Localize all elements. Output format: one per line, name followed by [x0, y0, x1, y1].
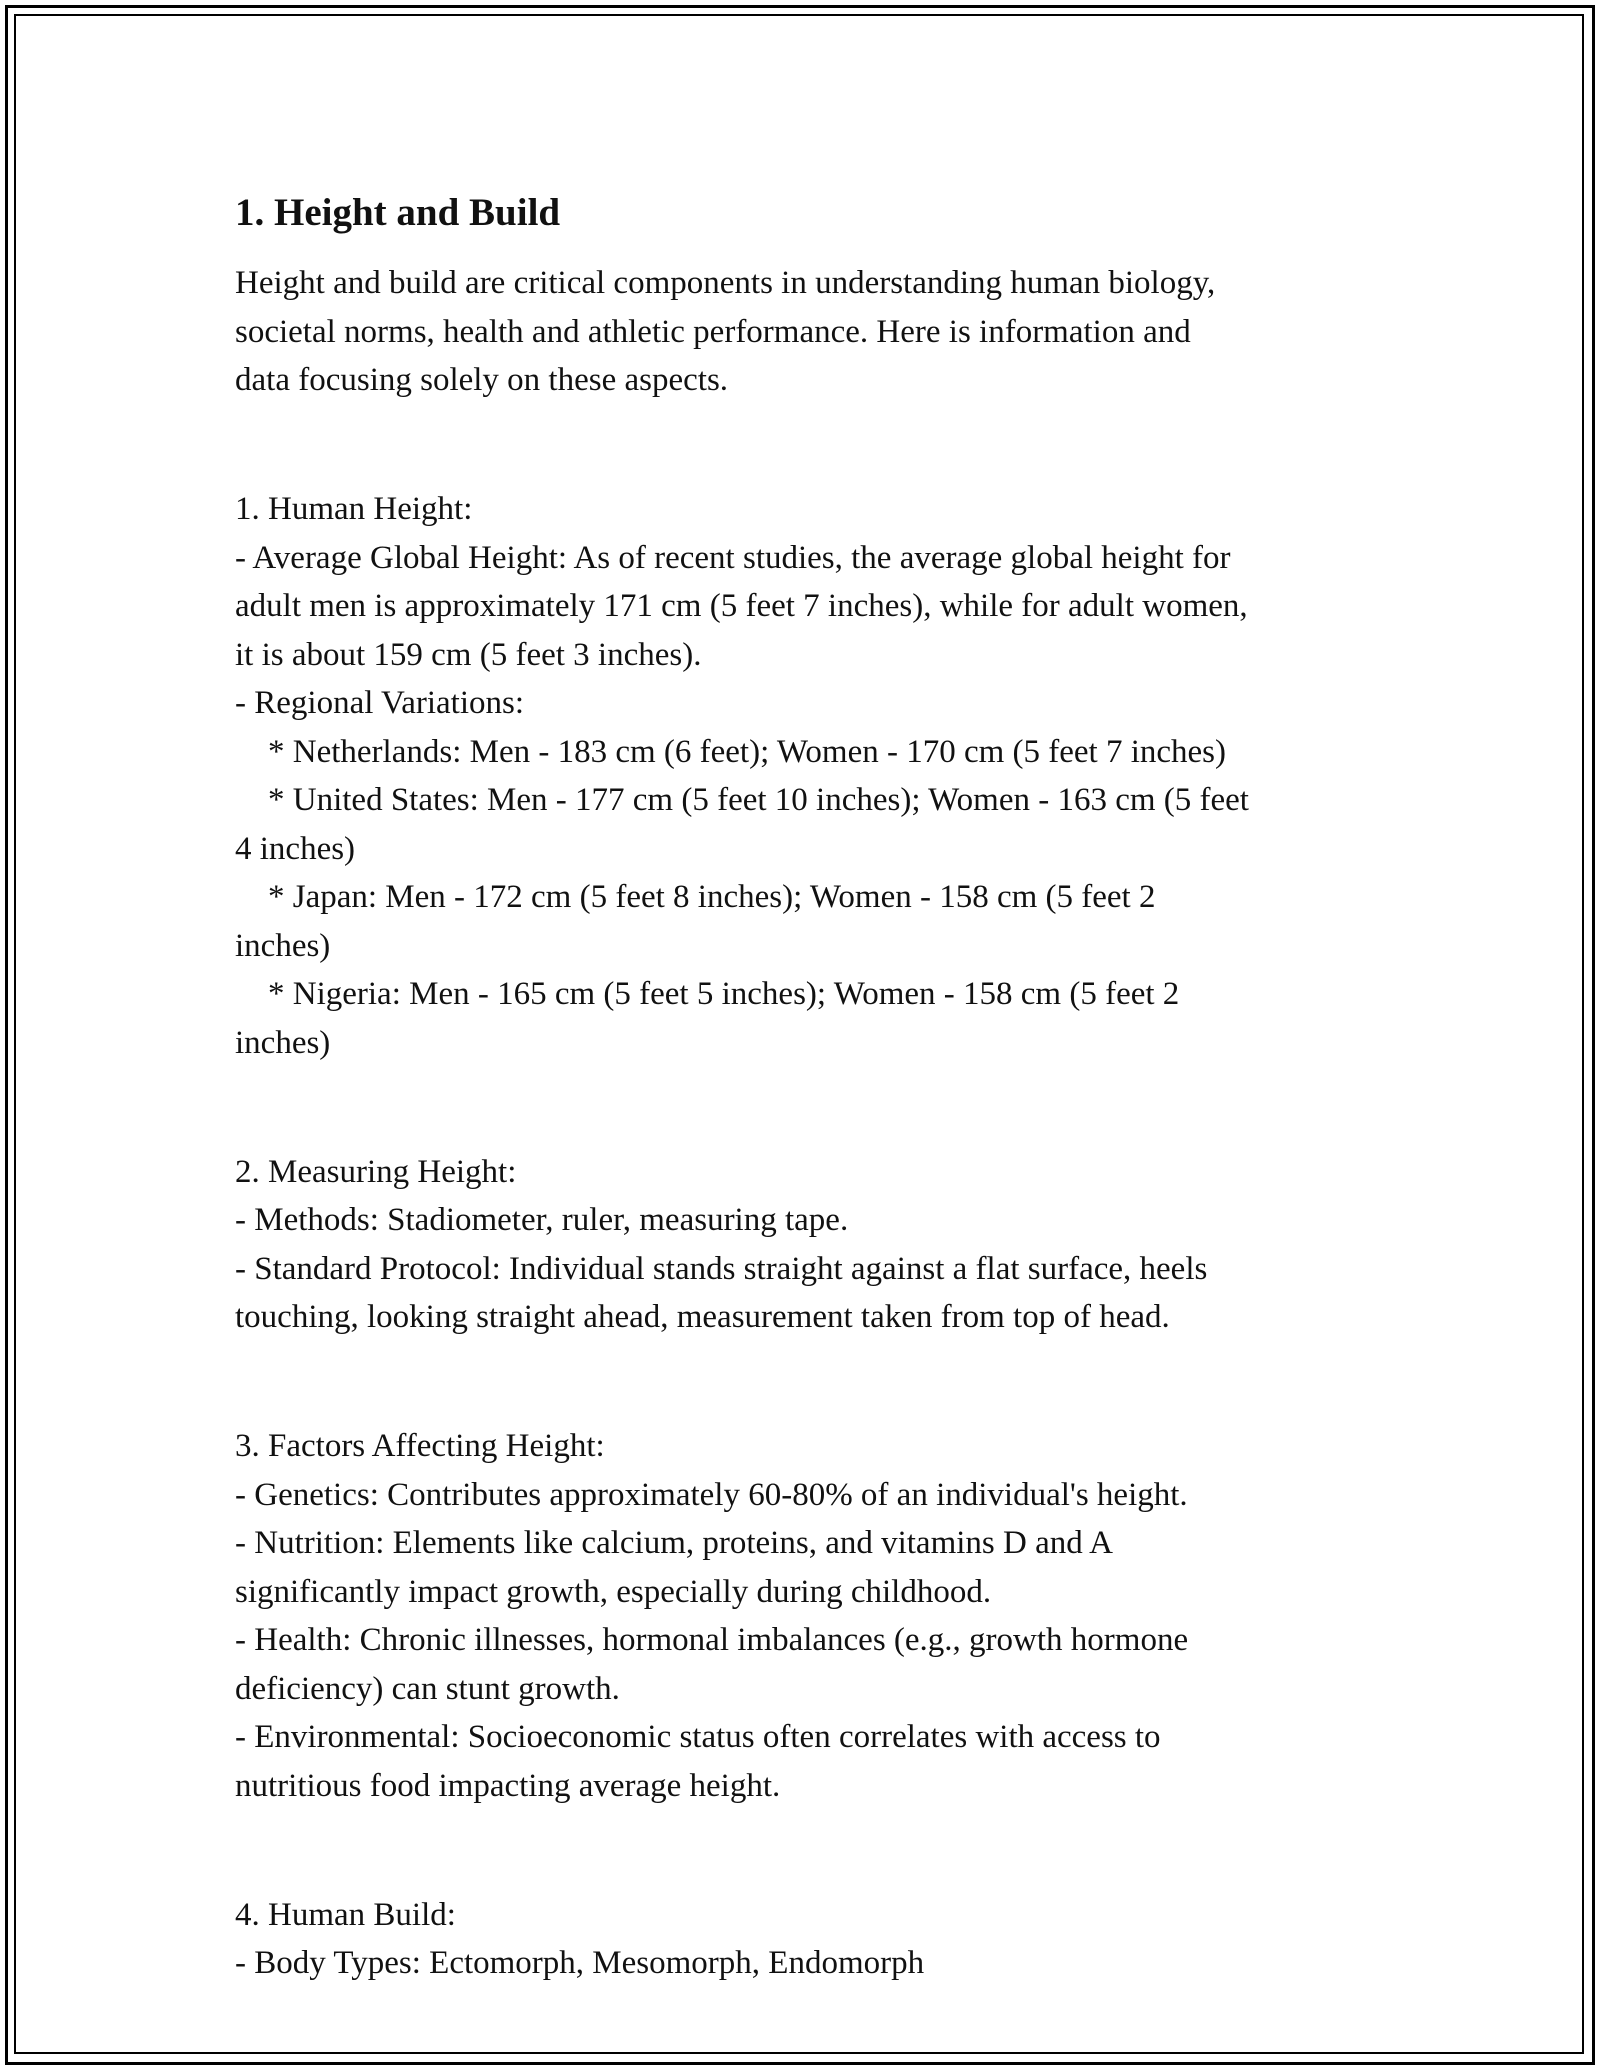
text-line: * United States: Men - 177 cm (5 feet 10 inches); Women - 163 cm (5 feet: [235, 782, 1249, 818]
text-line: * Netherlands: Men - 183 cm (6 feet); Women - 170 cm (5 feet 7 inches): [235, 733, 1227, 770]
text-line: deficiency) can stunt growth.: [235, 1670, 620, 1707]
text-line: - Nutrition: Elements like calcium, proteins, and vitamins D and A: [235, 1525, 1113, 1561]
text-line: nutritious food impacting average height.: [235, 1767, 781, 1804]
blank-line: [235, 1358, 1375, 1407]
text-line: significantly impact growth, especially during childhood.: [235, 1573, 992, 1610]
blank-line: [235, 1083, 1375, 1132]
document-text: [235, 259, 1375, 1988]
section-title: 1. Height and Build: [235, 191, 561, 234]
text-line: 4. Human Build:: [235, 1896, 456, 1933]
text-line: - Environmental: Socioeconomic status often correlates with access to: [235, 1719, 1161, 1755]
text-line: * Nigeria: Men - 165 cm (5 feet 5 inches); Women - 158 cm (5 feet 2: [235, 976, 1180, 1012]
text-line: - Regional Variations:: [235, 685, 525, 721]
text-line: 3. Factors Affecting Height:: [235, 1428, 605, 1464]
text-line: 1. Human Height:: [235, 491, 473, 527]
text-line: Height and build are critical components in understanding human biology,: [235, 265, 1216, 301]
text-line: - Average Global Height: As of recent studies, the average global height for: [235, 539, 1231, 576]
text-line: * Japan: Men - 172 cm (5 feet 8 inches); Women - 158 cm (5 feet 2: [235, 879, 1156, 915]
text-line: adult men is approximately 171 cm (5 feet 7 inches), while for adult women,: [235, 588, 1248, 624]
text-line: inches): [235, 927, 331, 964]
text-line: - Body Types: Ectomorph, Mesomorph, Endomorph: [235, 1945, 925, 1981]
document-body: [235, 185, 1375, 1988]
blank-line: [235, 421, 1375, 470]
text-line: societal norms, health and athletic performance. Here is information and: [235, 313, 1191, 350]
text-line: - Methods: Stadiometer, ruler, measuring tape.: [235, 1202, 849, 1238]
text-line: it is about 159 cm (5 feet 3 inches).: [235, 636, 702, 673]
text-line: touching, looking straight ahead, measurement taken from top of head.: [235, 1299, 1170, 1335]
text-line: 4 inches): [235, 830, 356, 867]
text-line: data focusing solely on these aspects.: [235, 362, 729, 398]
text-line: inches): [235, 1024, 331, 1061]
blank-line: [235, 1826, 1375, 1875]
text-line: - Health: Chronic illnesses, hormonal imbalances (e.g., growth hormone: [235, 1622, 1189, 1658]
text-line: 2. Measuring Height:: [235, 1153, 517, 1190]
text-line: - Standard Protocol: Individual stands straight against a flat surface, heels: [235, 1250, 1208, 1287]
text-line: - Genetics: Contributes approximately 60-80% of an individual's height.: [235, 1476, 1188, 1513]
